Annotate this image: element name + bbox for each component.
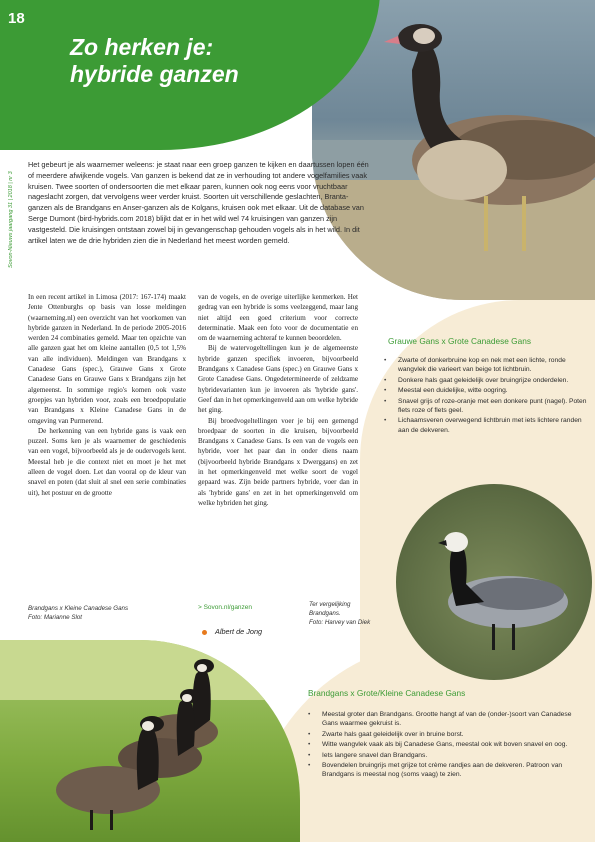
list-item: • Zwarte hals gaat geleidelijk over in bruine borst. [304,730,578,739]
author-name: Albert de Jong [215,627,263,636]
list-item: • Zwarte of donkerbruine kop en nek met een lichte, ronde wangvlek die varieert van beige tot lichtbruin. [380,356,588,375]
list-item: • Witte wangvlek vaak als bij Canadese Gans, meestal ook wit boven snavel en oog. [304,740,578,749]
body-column-2 [198,292,358,508]
list-item: • Iets langere snavel dan Brandgans. [304,751,578,760]
caption-line: Brandgans x Kleine Canadese Gans [28,605,129,612]
list-item: • Meestal een duidelijke, witte oogring. [380,386,588,395]
list-item: • Donkere hals gaat geleidelijk over bruingrijze onderdelen. [380,376,588,385]
list-item: • Bovendelen bruingrijs met grijze tot crème randjes aan de dekveren. Patroon van Brandgans is meestal nog (soms vaag) te zien. [304,761,578,780]
caption-line: Brandgans. [309,610,341,617]
title-line-1: Zo herken je: [70,34,214,60]
list-item: • Snavel grijs of roze-oranje met een donkere punt (nagel). Poten flets roze of flets geel. [380,397,588,416]
title-line-2: hybride ganzen [70,61,239,87]
list-item: • Meestal groter dan Brandgans. Grootte hangt af van de (onder-)soort van Canadese Gans waarmee gekruist is. [304,710,578,729]
box1-heading: Grauwe Gans x Grote Canadese Gans [388,336,531,346]
box2-heading: Brandgans x Grote/Kleine Canadese Gans [308,688,466,698]
caption-line: Foto: Harvey van Diek [309,619,371,626]
caption-left [28,604,208,622]
photo-hybrid-barnacle-canada-geese [0,640,300,842]
author-dot-icon [202,630,207,635]
article-title [70,34,239,88]
sovon-link[interactable]: > Sovon.nl/ganzen [198,604,253,611]
intro-paragraph: Het gebeurt je als waarnemer weleens: je staat naar een groep ganzen te kijken en daartussen lopen één of meerdere afwijkende vogels. Van ganzen is bekend dat ze in verhouding tot andere vogelfamilies vaak kruisen. Twee soorten of ondersoorten die met elkaar paren, kunnen ook nog eens voor vruchtbaar nageslacht zorgen, dat vervolgens weer verder kruist. Soorten uit verschillende geslachten, Branta-ganzen als de Brandgans en Anser-ganzen als de Kolgans, kruisen ook met elkaar. Uit de database van Serge Dumont (bird-hybrids.com 2018) blijkt dat er in het wild wel 74 kruisingen van ganzen zijn vastgesteld. Die kruisingen ontstaan zowel bij in gevangenschap gehouden vogels als in het wild. In dit artikel laten we de drie hybriden zien die in Nederland het meest worden gemeld. [28,160,369,245]
body-paragraph: Bij broedvogeltellingen voer je bij een gemengd broedpaar de soorten in die kruisen, bijvoorbeeld Brandgans x Canadese Gans. Is een van de vogels een hybride, voer het paar dan in onder diens naam (bijvoorbeeld hybride Brandgans x Dwerggans) en zet in het opmerkingenveld met welke soort de vogel gepaard was. Zijn beide partners hybride, voer dan in als 'hybride gans' en zet in het opmerkingenveld om welke hybriden het ging. [198,416,358,507]
caption-line: Ter vergelijking [309,601,351,608]
body-paragraph: In een recent artikel in Limosa (2017: 167-174) maakt Jente Ottenburghs op basis van losse meldingen (waarneming.nl) een overzicht van het voorkomen van hybride ganzen in Nederland. In de periode 2005-2016 werden 24 combinaties gemeld. Maar ten opzichte van alle ganzen gaat het om kleine aantallen (0,5 tot 1,5% van alle individuen). Meldingen van Brandgans x Canadese Gans (spec.), Grauwe Gans x Grote Canadese Gans en Grauwe Gans x Brandgans zijn het algemeenst. In sommige regio's komen ook vaste groepjes van hybriden voor, zoals een broedpopulatie van Brandgans x Kleine Canadese Gans in de omgeving van Purmerend. [28,293,186,425]
body-paragraph: De herkenning van een hybride gans is vaak een puzzel. Soms ken je als waarnemer de geschiedenis van een vogel, bijvoorbeeld als je de oudervogels kent. Meestal heb je die context niet en moet je het met alleen de vogel doen. Let dan vooral op de kleur van snavel en poten (dat sluit al snel een serie combinaties uit), het postuur en de grootte [28,426,186,497]
box1-list [380,356,588,436]
barnacle-goose-illustration [396,484,592,680]
list-item: • Lichaamsveren overwegend lichtbruin met iets lichtere randen aan de dekveren. [380,416,588,435]
page-number: 18 [8,10,25,27]
geese-group-illustration [0,640,300,842]
photo-barnacle-goose [396,484,592,680]
caption-line: Foto: Marianne Slot [28,614,82,621]
body-paragraph: Bij de watervogeltellingen kun je de algemeenste hybride ganzen specifiek invoeren, bijvoorbeeld Brandgans x Canadese Gans (spec.) en Grauwe Gans x Grote Canadese Gans. Ongedetermineerde of zeldzame hybridevarianten kun je invoeren als 'hybride gans'. Geef dan in het opmerkingenveld aan om welke hybride het ging. [198,344,358,415]
box2-list [304,710,578,781]
author [202,627,262,636]
journal-side-text: Sovon-Nieuws jaargang 31 | 2018 | nr 3 [8,171,14,268]
body-column-1 [28,292,186,498]
body-paragraph: van de vogels, en de overige uiterlijke kenmerken. Het gedrag van een hybride is soms veelzeggend, maar lang niet altijd een goed criterium voor correcte determinatie. Maak een foto voor de documentatie en om de waarneming achteraf te kunnen beoordelen. [198,293,358,343]
caption-right [309,600,395,627]
